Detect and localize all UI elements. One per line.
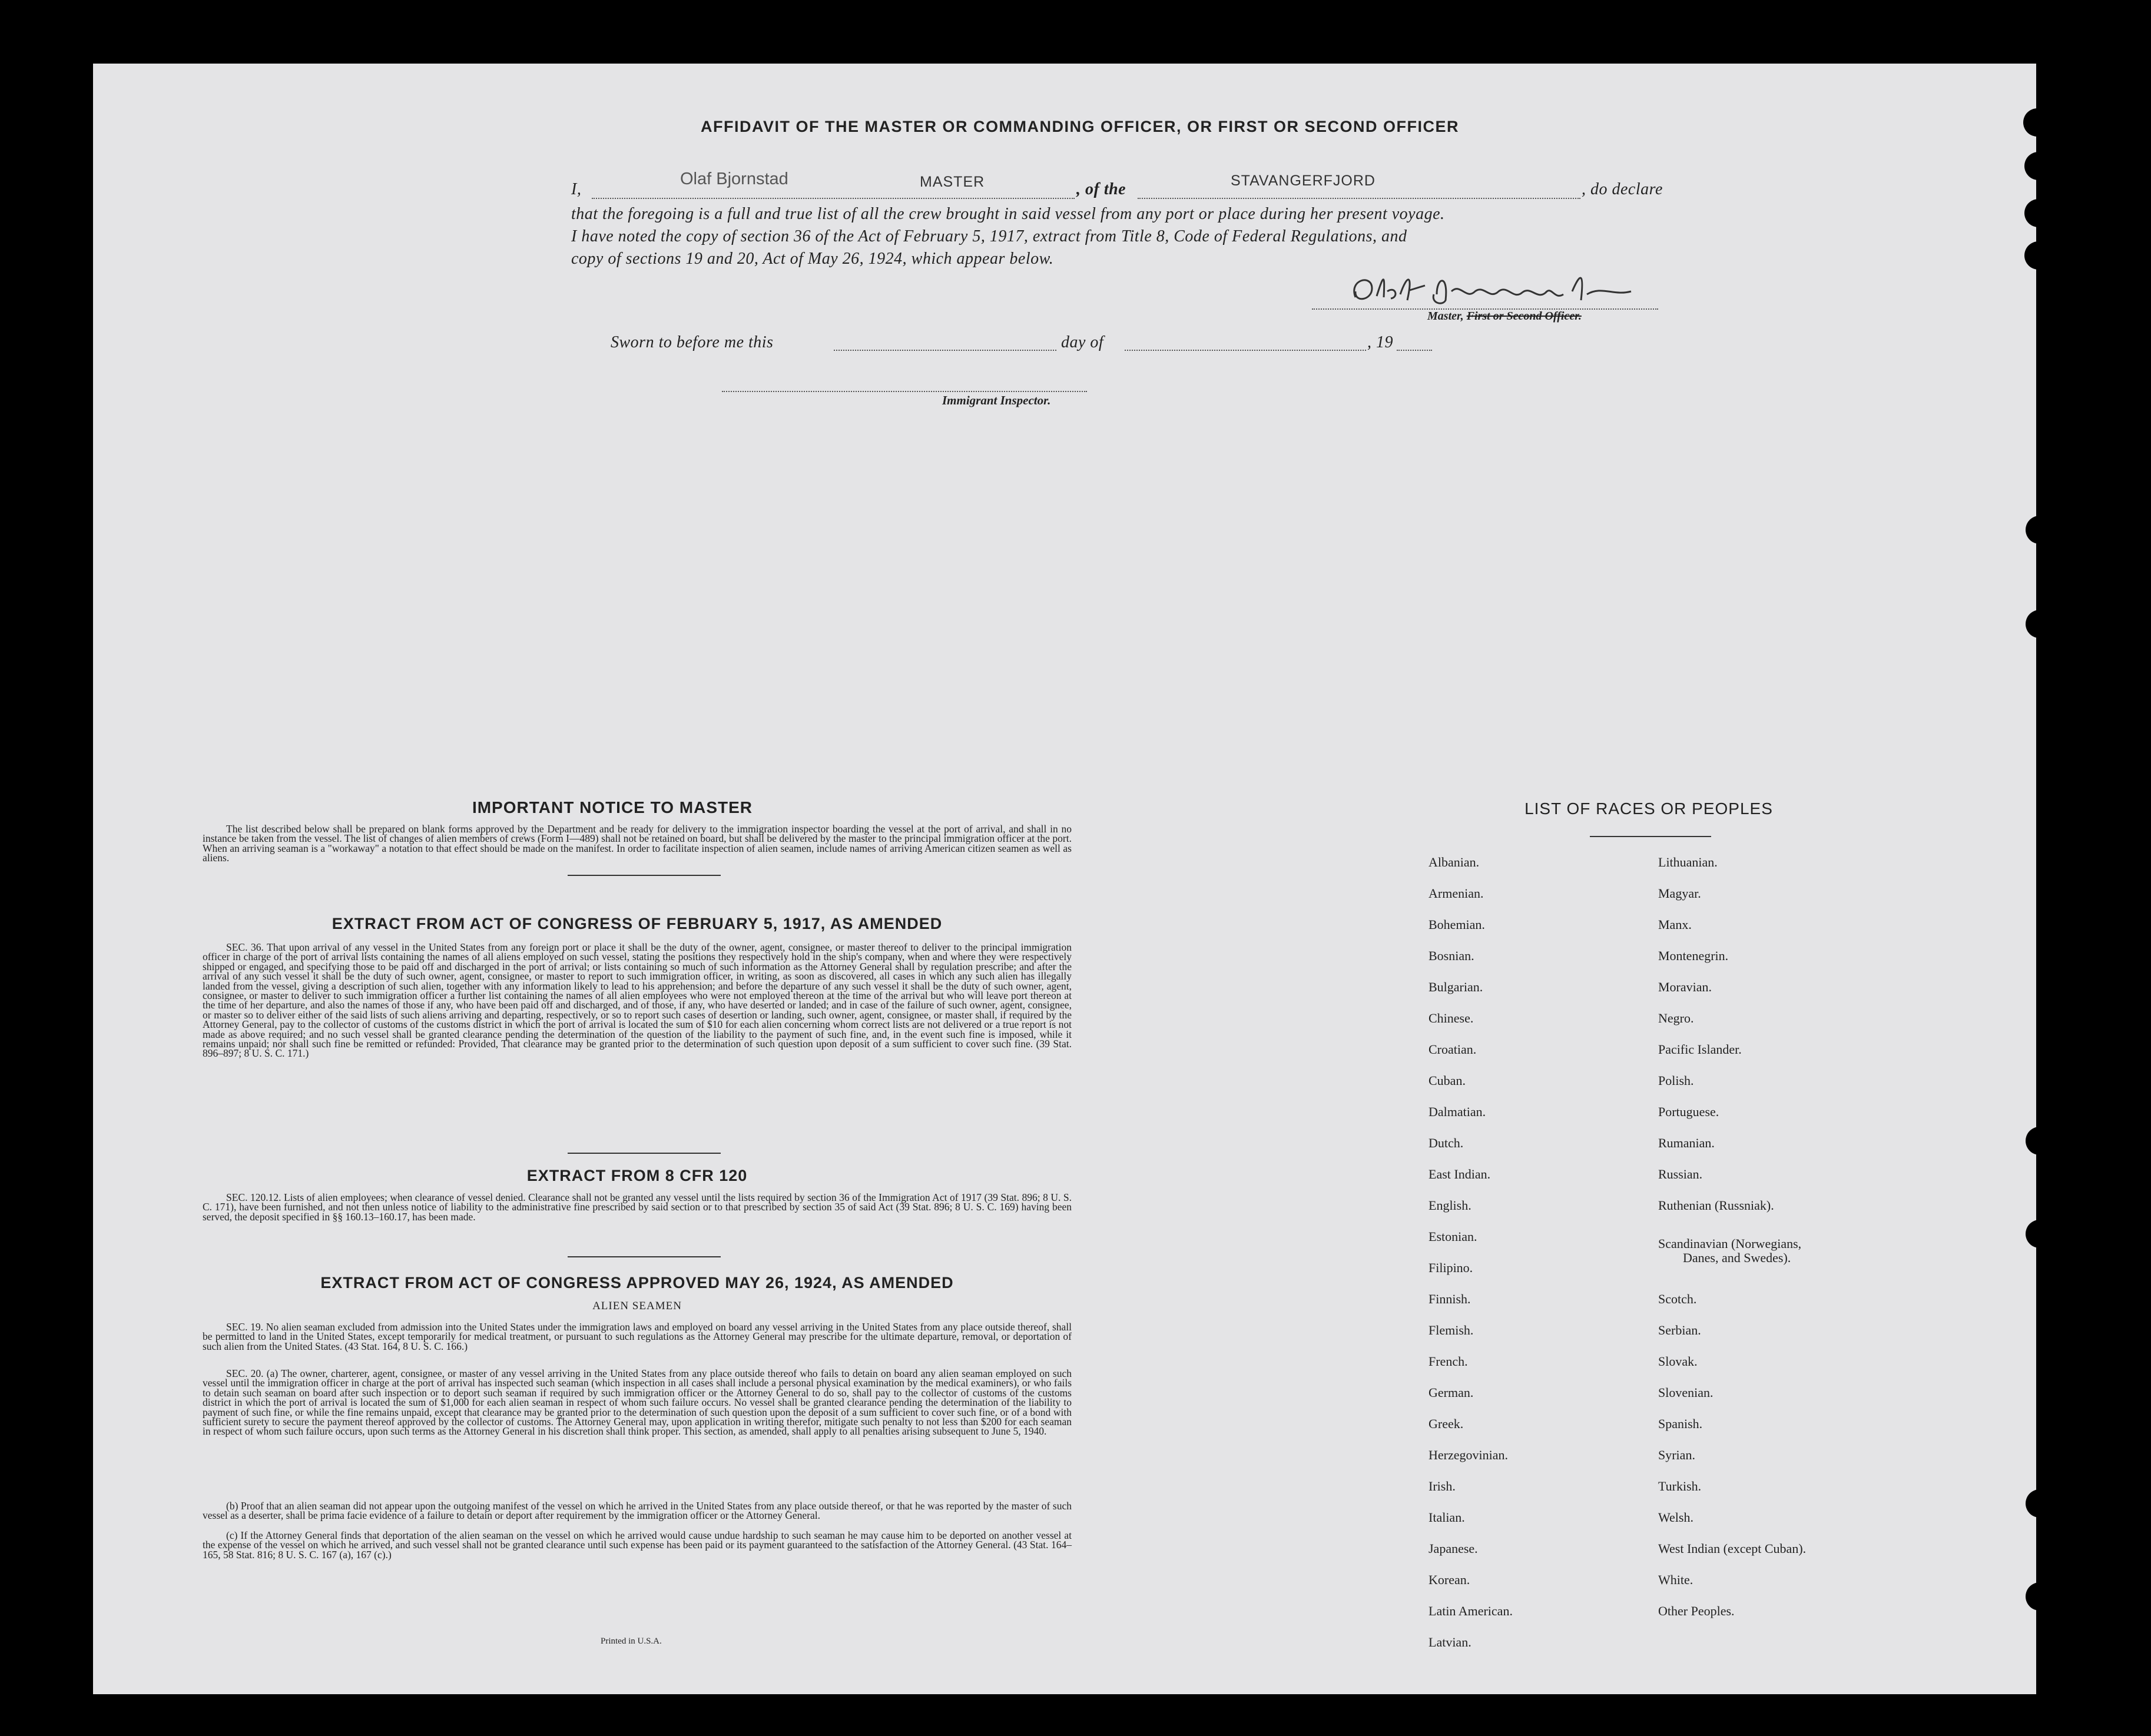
race-item: Portuguese. bbox=[1658, 1104, 1719, 1119]
affidavit-line-3: I have noted the copy of section 36 of the Act of February 5, 1917, extract from Title 8, Code of Federal Regulations, and bbox=[571, 227, 1407, 245]
divider bbox=[568, 1153, 721, 1154]
divider bbox=[568, 875, 721, 876]
sec20b-body: (b) Proof that an alien seaman did not appear upon the outgoing manifest of the vessel on which he arrived in the United States from any place outside thereof, or that he was reported by the master of such vessel as a deserter, shall be prima facie evidence of a failure to detain or deport after requirement by the immigration officer or the Attorney General. bbox=[203, 1500, 1072, 1522]
extract-1917-body: SEC. 36. That upon arrival of any vessel in the United States from any foreign port or place it shall be the duty of the owner, agent, consignee, or master thereof to deliver to the principal immigration officer in charge of the port of arrival lists containing the names of all aliens employed on such vessel, stating the positions they respectively hold in the ship's company, when and where they were respectively shipped or engaged, and specifying those to be paid off and discharged in the port of arrival; or lists containing so much of such information as the Attorney General shall by regulation prescribe; and after the arrival of any such vessel it shall be the duty of such owner, agent, consignee, or master to report to such immigration officer, in writing, as soon as discovered, all cases in which any such alien has illegally landed from the vessel, giving a description of such alien, together with any information likely to lead to his apprehension; and before the departure of any such vessel it shall be the duty of such owner, agent, consignee, or master to deliver to such immigration officer a further list containing the names of all alien employees who were not employed thereon at the time of the arrival but who will leave port thereon at the time of her departure, and also the names of those if any, who have been paid off and discharged, and of those, if any, who have deserted or landed; and in case of the failure of such owner, agent, consignee, or master so to deliver either of the said lists of such aliens arriving and departing, respectively, or so to report such cases of desertion or landing, such owner, agent, consignee, or master shall, if required by the Attorney General, pay to the collector of customs of the customs district in which the port of arrival is located the sum of $10 for each alien concerning whom correct lists are not delivered or a true report is not made as above required; and no such vessel shall be granted clearance pending the determination of the question of the liability to the payment of such fine, and, in the event such fine is imposed, while it remains unpaid; nor shall such fine be remitted or refunded: Provided, That clearance may be granted prior to the determination of such question upon deposit of a sum sufficient to cover such fine. (39 Stat. 896–897; 8 U. S. C. 171.) bbox=[203, 941, 1072, 1060]
race-item: Herzegovinian. bbox=[1429, 1448, 1508, 1462]
race-item: Danes, and Swedes). bbox=[1683, 1250, 1791, 1265]
affidavit-title: AFFIDAVIT OF THE MASTER OR COMMANDING OFFICER, OR FIRST OR SECOND OFFICER bbox=[701, 118, 1459, 135]
race-item: Dutch. bbox=[1429, 1136, 1464, 1150]
sec20a-body: SEC. 20. (a) The owner, charterer, agent, consignee, or master of any vessel arriving in the United States from any place outside thereof who fails to detain on board any alien seaman employed on such vessel until the immigration officer in charge at the port of arrival has inspected such seaman (which inspection in all cases shall include a personal physical examination by the medical examiners), or who fails to detain such seaman on board after such inspection or to deport such seaman if required by such immigration officer or the Attorney General to do so, shall pay to the collector of customs of the customs district in which the port of arrival is located the sum of $1,000 for each alien seaman in respect of whom such failure occurs. No vessel shall be granted clearance pending the determination of the liability to payment of such fine, or while the fine remains unpaid, except that clearance may be granted prior to the determination of such question upon the deposit of a sum sufficient to cover such fine, or of a bond with sufficient surety to secure the payment thereof approved by the collector of customs. The Attorney General may, upon application in writing therefor, mitigate such penalty to not less than $200 for each seaman in respect of whom such failure occurs, upon such terms as the Attorney General in his discretion shall think proper. This section, as amended, shall apply to all penalties arising subsequent to June 5, 1940. bbox=[203, 1367, 1072, 1438]
race-item: Scandinavian (Norwegians, bbox=[1658, 1236, 1802, 1251]
extract-1917-heading: EXTRACT FROM ACT OF CONGRESS OF FEBRUARY 5, 1917, AS AMENDED bbox=[332, 915, 943, 932]
notice-heading: IMPORTANT NOTICE TO MASTER bbox=[472, 798, 753, 816]
race-item: White. bbox=[1658, 1572, 1693, 1587]
divider bbox=[568, 1256, 721, 1257]
affidavit-line-4: copy of sections 19 and 20, Act of May 26, 1924, which appear below. bbox=[571, 250, 1054, 268]
race-item: Negro. bbox=[1658, 1011, 1694, 1025]
race-item: Flemish. bbox=[1429, 1323, 1474, 1337]
race-item: Rumanian. bbox=[1658, 1136, 1715, 1150]
race-item: Pacific Islander. bbox=[1658, 1042, 1742, 1057]
race-item: Italian. bbox=[1429, 1510, 1465, 1525]
inspector-label: Immigrant Inspector. bbox=[942, 393, 1051, 407]
race-item: Irish. bbox=[1429, 1479, 1456, 1493]
sworn-day-line bbox=[834, 350, 1056, 351]
punch-hole bbox=[2026, 610, 2054, 638]
printed-in-usa: Printed in U.S.A. bbox=[601, 1637, 662, 1646]
race-item: Finnish. bbox=[1429, 1292, 1471, 1306]
cfr-body: SEC. 120.12. Lists of alien employees; when clearance of vessel denied. Clearance shall not be granted any vessel until the lists required by section 36 of the Immigration Act of 1917 (39 Stat. 896; 8 U. S. C. 171), have been furnished, and not then unless notice of liability to the administrative fine prescribed by said section or to that prescribed by section 35 of said Act (39 Stat. 896; 8 U. S. C. 169) having been served, the deposit specified in §§ 160.13–160.17, has been made. bbox=[203, 1191, 1072, 1223]
punch-hole bbox=[2026, 516, 2054, 544]
race-item: Slovenian. bbox=[1658, 1385, 1713, 1400]
race-item: Bulgarian. bbox=[1429, 980, 1483, 994]
race-item: Other Peoples. bbox=[1658, 1604, 1735, 1618]
inspector-line bbox=[722, 391, 1087, 392]
divider bbox=[1590, 836, 1711, 837]
race-item: French. bbox=[1429, 1354, 1468, 1369]
of-the-label: , of the bbox=[1076, 180, 1126, 198]
master-signature bbox=[1348, 268, 1684, 315]
year-label: , 19 bbox=[1367, 333, 1393, 351]
punch-hole bbox=[2026, 1582, 2054, 1611]
master-rank: MASTER bbox=[920, 174, 985, 190]
race-item: Estonian. bbox=[1429, 1229, 1477, 1244]
race-item: Bosnian. bbox=[1429, 948, 1474, 963]
punch-hole bbox=[2026, 1489, 2054, 1518]
race-item: Armenian. bbox=[1429, 886, 1484, 901]
race-item: Magyar. bbox=[1658, 886, 1701, 901]
punch-hole bbox=[2023, 108, 2051, 137]
race-item: Albanian. bbox=[1429, 855, 1480, 869]
race-item: Greek. bbox=[1429, 1416, 1464, 1431]
name-line bbox=[592, 198, 1075, 199]
race-item: Spanish. bbox=[1658, 1416, 1703, 1431]
punch-hole bbox=[2026, 1220, 2054, 1248]
punch-hole bbox=[2024, 152, 2053, 180]
race-item: Latin American. bbox=[1429, 1604, 1513, 1618]
master-name: Olaf Bjornstad bbox=[680, 170, 788, 188]
race-item: Cuban. bbox=[1429, 1073, 1466, 1088]
race-item: Turkish. bbox=[1658, 1479, 1702, 1493]
race-item: Polish. bbox=[1658, 1073, 1694, 1088]
race-item: German. bbox=[1429, 1385, 1474, 1400]
sec19-body: SEC. 19. No alien seaman excluded from admission into the United States under the immigration laws and employed on board any vessel arriving in the United States from any place outside thereof, shall be permitted to land in the United States, except temporarily for medical treatment, or pursuant to such regulations as the Attorney General may prescribe for the ultimate departure, removal, or deportation of such alien from the United States. (43 Stat. 164, 8 U. S. C. 166.) bbox=[203, 1321, 1072, 1352]
form-page bbox=[93, 64, 2036, 1694]
race-item: Ruthenian (Russniak). bbox=[1658, 1198, 1774, 1213]
sworn-month-line bbox=[1125, 350, 1366, 351]
day-of-label: day of bbox=[1061, 333, 1104, 351]
race-item: Welsh. bbox=[1658, 1510, 1693, 1525]
punch-hole bbox=[2026, 1127, 2054, 1155]
notice-body: The list described below shall be prepared on blank forms approved by the Department and be ready for delivery to the immigration inspector boarding the vessel at the port of arrival, and shall in no instance be taken from the vessel. The list of changes of alien members of crews (Form I—489) shall not be retained on board, but shall be delivered by the master to the principal immigration officer at the port. When an arriving seaman is a "workaway" a notation to that effect should be made on the manifest. In order to facilitate inspection of alien seamen, include names of arriving American citizen seamen as well as aliens. bbox=[203, 823, 1072, 864]
race-item: West Indian (except Cuban). bbox=[1658, 1541, 1807, 1556]
races-heading: LIST OF RACES OR PEOPLES bbox=[1524, 799, 1773, 818]
race-item: East Indian. bbox=[1429, 1167, 1491, 1181]
punch-hole bbox=[2024, 199, 2053, 227]
race-item: Scotch. bbox=[1658, 1292, 1697, 1306]
race-item: Serbian. bbox=[1658, 1323, 1701, 1337]
vessel-name: STAVANGERFJORD bbox=[1231, 172, 1376, 189]
race-item: Japanese. bbox=[1429, 1541, 1478, 1556]
signer-master: Master, bbox=[1427, 310, 1464, 323]
race-item: Manx. bbox=[1658, 917, 1692, 932]
race-item: Croatian. bbox=[1429, 1042, 1477, 1057]
year-line bbox=[1397, 350, 1432, 351]
affidavit-line-2: that the foregoing is a full and true list of all the crew brought in said vessel from any port or place during her present voyage. bbox=[571, 205, 1445, 223]
signer-struck: First or Second Officer. bbox=[1466, 310, 1582, 323]
race-item: Filipino. bbox=[1429, 1260, 1473, 1275]
race-item: Syrian. bbox=[1658, 1448, 1695, 1462]
cfr-heading: EXTRACT FROM 8 CFR 120 bbox=[526, 1167, 748, 1184]
punch-hole bbox=[2024, 241, 2053, 270]
alien-seamen-subheading: ALIEN SEAMEN bbox=[592, 1300, 682, 1312]
race-item: Russian. bbox=[1658, 1167, 1703, 1181]
do-declare-label: , do declare bbox=[1582, 180, 1663, 198]
sec20c-body: (c) If the Attorney General finds that deportation of the alien seaman on the vessel on which he arrived would cause undue hardship to such seaman he may cause him to be deported on another vessel at the expense of the vessel on which he arrived, and such vessel shall not be granted clearance until such expense has been paid or its payment guaranteed to the satisfaction of the Attorney General. (43 Stat. 164–165, 58 Stat. 816; 8 U. S. C. 167 (a), 167 (c).) bbox=[203, 1529, 1072, 1561]
race-item: Lithuanian. bbox=[1658, 855, 1718, 869]
race-item: Chinese. bbox=[1429, 1011, 1474, 1025]
vessel-line bbox=[1138, 198, 1580, 199]
race-item: Montenegrin. bbox=[1658, 948, 1729, 963]
race-item: Bohemian. bbox=[1429, 917, 1485, 932]
sworn-label: Sworn to before me this bbox=[611, 333, 774, 351]
extract-1924-heading: EXTRACT FROM ACT OF CONGRESS APPROVED MAY 26, 1924, AS AMENDED bbox=[320, 1274, 954, 1292]
race-item: Moravian. bbox=[1658, 980, 1712, 994]
race-item: Dalmatian. bbox=[1429, 1104, 1486, 1119]
affidavit-i: I, bbox=[571, 180, 582, 198]
race-item: English. bbox=[1429, 1198, 1471, 1213]
race-item: Latvian. bbox=[1429, 1635, 1471, 1649]
race-item: Slovak. bbox=[1658, 1354, 1698, 1369]
race-item: Korean. bbox=[1429, 1572, 1470, 1587]
